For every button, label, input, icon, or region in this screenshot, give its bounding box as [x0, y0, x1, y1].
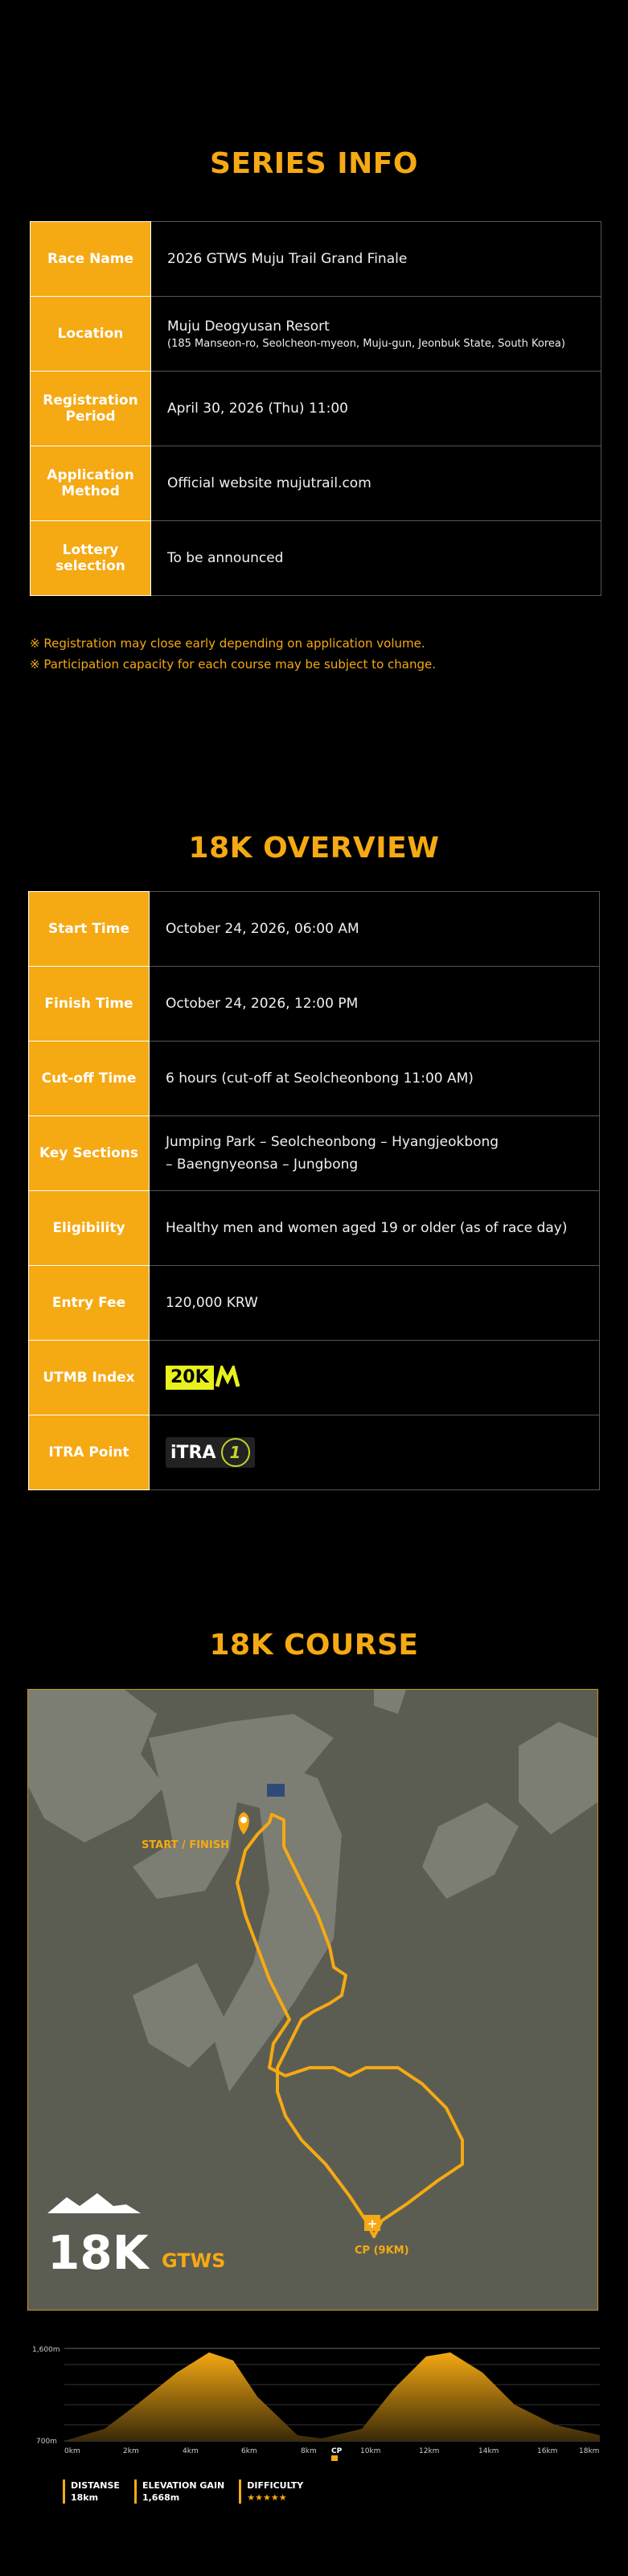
table-row [29, 1116, 600, 1191]
elevation-top-label: 1,600m [32, 2346, 60, 2354]
x-tick: CP [331, 2447, 343, 2455]
x-tick: 0km [64, 2447, 80, 2455]
overview-title: 18K OVERVIEW [188, 832, 440, 865]
logo-gtws: GTWS [162, 2249, 226, 2272]
key-sections-line1: Jumping Park – Seolcheonbong – Hyangjeokbong [166, 1134, 499, 1150]
terrain-shape [422, 1802, 519, 1899]
cp-marker-icon [331, 2455, 338, 2461]
table-row [29, 892, 600, 967]
table-row [31, 372, 601, 446]
elevation-svg [32, 2340, 600, 2461]
x-tick: 16km [537, 2447, 558, 2455]
stat-label: DIFFICULTY [247, 2480, 304, 2491]
location-address: (185 Manseon-ro, Seolcheon-myeon, Muju-gun, Jeonbuk State, South Korea) [167, 337, 565, 350]
row-label: Cut-off Time [29, 1041, 150, 1116]
row-label: Registration Period [31, 372, 151, 446]
terrain-shape [28, 1690, 165, 1843]
series-notes [30, 633, 436, 675]
key-sections-line2: – Baengnyeonsa – Jungbong [166, 1157, 359, 1173]
series-info-title: SERIES INFO [210, 147, 418, 180]
utmb-index-badge [166, 1366, 241, 1390]
course-title: 18K COURSE [209, 1629, 419, 1662]
table-row [31, 446, 601, 521]
stat-value: 18km [71, 2492, 99, 2503]
start-pin-icon [238, 1812, 249, 1834]
x-tick: 8km [301, 2447, 317, 2455]
table-row [29, 967, 600, 1041]
note-line: ※ Registration may close early depending on application volume. [30, 636, 425, 651]
x-axis-ticks [64, 2447, 599, 2455]
registration-value: April 30, 2026 (Thu) 11:00 [151, 372, 601, 446]
x-tick: 18km [579, 2447, 600, 2455]
mountain-logo-icon [47, 2193, 141, 2213]
elevation-profile [32, 2340, 600, 2461]
table-row [31, 521, 601, 596]
row-label: Entry Fee [29, 1266, 150, 1341]
table-row [29, 1041, 600, 1116]
terrain-shape [133, 1963, 229, 2068]
key-sections-value [150, 1116, 600, 1191]
location-name: Muju Deogyusan Resort [167, 318, 330, 335]
table-row [31, 222, 601, 297]
course-map-svg [28, 1690, 597, 2310]
start-time-value: October 24, 2026, 06:00 AM [150, 892, 600, 967]
cutoff-value: 6 hours (cut-off at Seolcheonbong 11:00 AM) [150, 1041, 600, 1116]
stat-distance [63, 2479, 120, 2504]
stat-value: 1,668m [142, 2492, 180, 2503]
overview-table [28, 891, 600, 1490]
row-label: Lottery selection [31, 521, 151, 596]
difficulty-stars: ★★★★★ [247, 2492, 287, 2503]
x-tick: 10km [360, 2447, 381, 2455]
x-tick: 2km [123, 2447, 139, 2455]
blue-marker [267, 1784, 285, 1797]
terrain-shape [374, 1690, 406, 1714]
itra-badge-cell [150, 1415, 600, 1490]
row-label: ITRA Point [29, 1415, 150, 1490]
series-info-table [30, 221, 601, 596]
row-label: Application Method [31, 446, 151, 521]
itra-badge [166, 1437, 255, 1468]
terrain-shape [519, 1722, 597, 1834]
table-row [31, 297, 601, 372]
row-label: Eligibility [29, 1191, 150, 1266]
row-label: Race Name [31, 222, 151, 297]
table-row [29, 1266, 600, 1341]
cp-label: CP (9KM) [355, 2245, 409, 2257]
utmb-badge-cell [150, 1341, 600, 1415]
itra-point-value: 1 [221, 1438, 250, 1467]
table-row [29, 1191, 600, 1266]
x-tick: 14km [478, 2447, 499, 2455]
row-label: UTMB Index [29, 1341, 150, 1415]
lottery-value: To be announced [151, 521, 601, 596]
x-tick: 6km [241, 2447, 257, 2455]
table-row [29, 1341, 600, 1415]
course-map [27, 1689, 598, 2311]
race-name-value: 2026 GTWS Muju Trail Grand Finale [151, 222, 601, 297]
x-tick: 4km [183, 2447, 199, 2455]
eligibility-value: Healthy men and women aged 19 or older (as of race day) [150, 1191, 600, 1266]
utmb-index-value: 20K [166, 1366, 214, 1390]
stat-label: ELEVATION GAIN [142, 2480, 225, 2491]
itra-logo-text: iTRA [170, 1442, 216, 1463]
start-finish-label: START / FINISH [141, 1839, 229, 1851]
row-label: Location [31, 297, 151, 372]
entry-fee-value: 120,000 KRW [150, 1266, 600, 1341]
table-row [29, 1415, 600, 1490]
x-tick: 12km [419, 2447, 440, 2455]
application-value: Official website mujutrail.com [151, 446, 601, 521]
elevation-bottom-label: 700m [36, 2438, 57, 2446]
logo-18k: 18K [47, 2225, 149, 2280]
row-label: Start Time [29, 892, 150, 967]
location-value [151, 297, 601, 372]
stat-elevation [134, 2479, 224, 2504]
utmb-m-icon [214, 1366, 241, 1390]
svg-text:+: + [367, 2217, 378, 2231]
row-label: Key Sections [29, 1116, 150, 1191]
note-line: ※ Participation capacity for each course may be subject to change. [30, 657, 436, 672]
finish-time-value: October 24, 2026, 12:00 PM [150, 967, 600, 1041]
elevation-area [64, 2352, 600, 2441]
stat-label: DISTANSE [71, 2480, 120, 2491]
stat-difficulty [239, 2479, 303, 2504]
row-label: Finish Time [29, 967, 150, 1041]
course-stats [63, 2479, 303, 2504]
